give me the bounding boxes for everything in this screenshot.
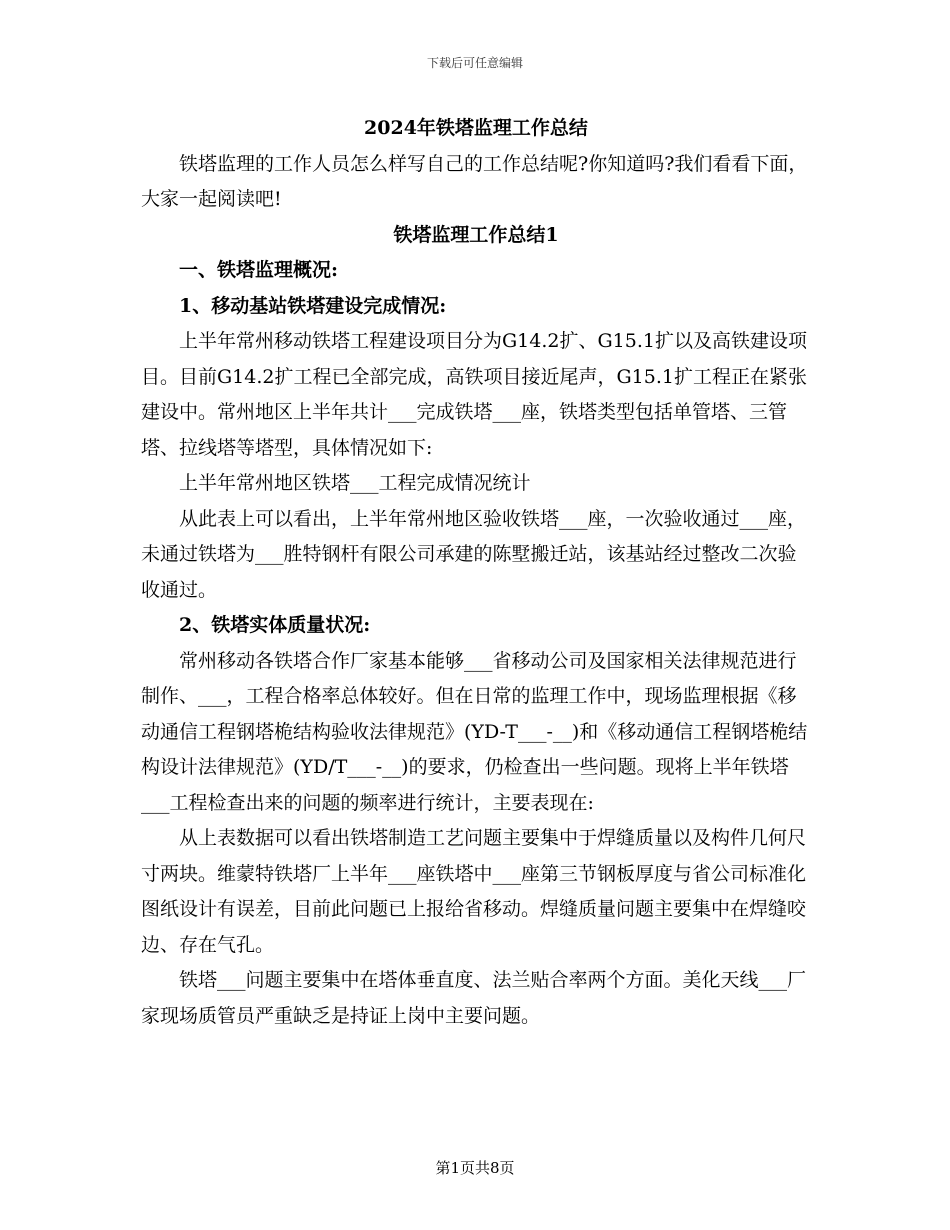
section-heading-quality: 2、铁塔实体质量状况:	[179, 614, 371, 636]
document-title: 2024年铁塔监理工作总结	[364, 117, 588, 139]
body-paragraph: 上半年常州移动铁塔工程建设项目分为G14.2扩、G15.1扩以及高铁建设项目。目前G14.2扩工程已全部完成，高铁项目接近尾声，G15.1扩工程正在紧张建设中。常州地区上半年共计___完成铁塔___座，铁塔类型包括单管塔、三管塔、拉线塔等塔型，具体情况如下:	[141, 330, 807, 459]
section-heading-construction: 1、移动基站铁塔建设完成情况:	[179, 294, 447, 317]
document-subtitle: 铁塔监理工作总结1	[393, 223, 559, 246]
body-paragraph: 从上表数据可以看出铁塔制造工艺问题主要集中于焊缝质量以及构件几何尺寸两块。维蒙特铁塔厂上半年___座铁塔中___座第三节钢板厚度与省公司标准化图纸设计有误差，目前此问题已上报给省移动。焊缝质量问题主要集中在焊缝咬边、存在气孔。	[141, 827, 807, 956]
body-paragraph: 从此表上可以看出，上半年常州地区验收铁塔___座，一次验收通过___座，未通过铁塔为___胜特钢杆有限公司承建的陈墅搬迁站，该基站经过整改二次验收通过。	[141, 507, 807, 601]
body-paragraph: 上半年常州地区铁塔___工程完成情况统计	[179, 472, 531, 494]
body-paragraph: 铁塔___问题主要集中在塔体垂直度、法兰贴合率两个方面。美化天线___厂家现场质管员严重缺乏是持证上岗中主要问题。	[141, 969, 807, 1027]
intro-paragraph: 铁塔监理的工作人员怎么样写自己的工作总结呢?你知道吗?我们看看下面，大家一起阅读吧!	[141, 152, 808, 210]
section-heading-overview: 一、铁塔监理概况:	[179, 259, 339, 281]
document-body	[141, 111, 811, 1034]
body-paragraph: 常州移动各铁塔合作厂家基本能够___省移动公司及国家相关法律规范进行制作、___，工程合格率总体较好。但在日常的监理工作中，现场监理根据《移动通信工程钢塔桅结构验收法律规范》(YD-T___-__)和《移动通信工程钢塔桅结构设计法律规范》(YD/T___-__)的要求，仍检查出一些问题。现将上半年铁塔___工程检查出来的问题的频率进行统计，主要表现在:	[141, 649, 808, 814]
header-note: 下载后可任意编辑	[426, 56, 523, 70]
page-number: 第1页共8页	[435, 1159, 515, 1177]
